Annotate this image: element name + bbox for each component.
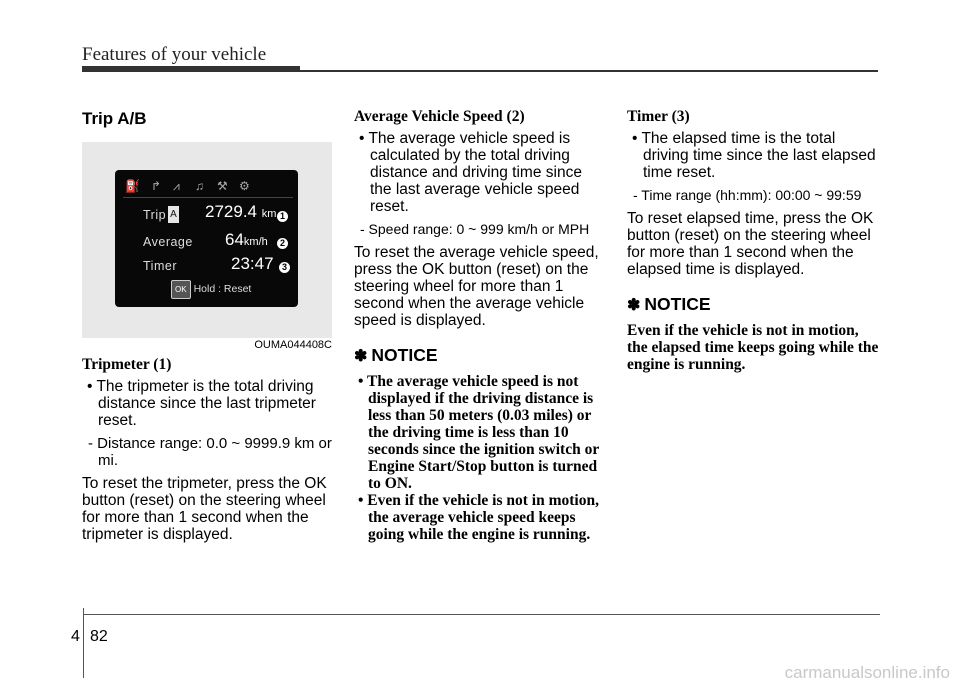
chapter-number: 4 <box>71 628 80 645</box>
turn-arrow-icon: ↱ <box>151 179 162 193</box>
cluster-display <box>115 170 298 307</box>
page-number: 82 <box>90 628 108 645</box>
notice-heading-timer: ✽ NOTICE <box>627 294 711 314</box>
sub-distance-range: - Distance range: 0.0 ~ 9999.9 km or mi. <box>88 435 332 469</box>
road-icon: ⩘ <box>173 179 180 193</box>
para-reset-average-speed: To reset the average vehicle speed, press the OK button (reset) on the steering wheel for more than 1 second when the average vehicle speed is displayed. <box>354 244 599 329</box>
timer-label: Timer <box>143 259 177 273</box>
trip-label: Trip A <box>143 208 178 222</box>
ok-badge: OK <box>171 280 191 299</box>
average-value: 64km/h <box>225 230 268 249</box>
trip-badge: A <box>168 206 179 223</box>
gear-icon: ⚙ <box>239 179 250 193</box>
trip-value: 2729.4 km <box>205 202 277 221</box>
figure-caption: OUMA044408C <box>254 339 332 351</box>
bullet-average-speed: • The average vehicle speed is calculated by the total driving distance and driving time since the last average vehicle speed reset. <box>359 130 582 215</box>
header-rule-thick <box>82 66 300 72</box>
para-reset-timer: To reset elapsed time, press the OK button (reset) on the steering wheel for more than 1 second when the elapsed time is displayed. <box>627 210 874 278</box>
marker-1: 1 <box>277 211 288 222</box>
bullet-timer: • The elapsed time is the total driving time since the last elapsed time reset. <box>632 130 876 181</box>
notice-heading-average: ✽ NOTICE <box>354 345 438 365</box>
bullet-tripmeter: • The tripmeter is the total driving distance since the last tripmeter reset. <box>87 378 316 429</box>
column-1 <box>82 108 334 549</box>
subheading-average-speed: Average Vehicle Speed (2) <box>354 108 525 125</box>
sub-time-range: - Time range (hh:mm): 00:00 ~ 99:59 <box>633 187 862 203</box>
para-reset-tripmeter: To reset the tripmeter, press the OK button (reset) on the steering wheel for more than 1 second when the tripmeter is displayed. <box>82 475 327 543</box>
header-rule-thin <box>300 70 878 72</box>
footer-rule-vertical <box>83 608 84 678</box>
notice-body-average <box>354 373 606 543</box>
notice-bullet-1: • The average vehicle speed is not displayed if the driving distance is less than 50 meters (0.03 miles) or the driving time is less than 10 seconds since the ignition switch or Engine Start/Stop button is turned to ON. <box>358 373 599 492</box>
marker-3: 3 <box>279 262 290 273</box>
footer-rule-horizontal <box>83 614 880 615</box>
wrench-icon: ⚒ <box>217 179 228 193</box>
section-heading-trip: Trip A/B <box>82 109 147 128</box>
sub-speed-range: - Speed range: 0 ~ 999 km/h or MPH <box>360 221 590 237</box>
cluster-figure <box>82 142 332 351</box>
timer-value: 23:47 <box>231 254 274 273</box>
notice-bullet-2: • Even if the vehicle is not in motion, the average vehicle speed keeps going while the engine is running. <box>358 492 599 543</box>
subheading-tripmeter: Tripmeter (1) <box>82 356 172 373</box>
fuel-pump-icon: ⛽ <box>125 179 140 193</box>
marker-2: 2 <box>277 238 288 249</box>
notice-star-icon: ✽ <box>627 297 641 314</box>
ok-hold-reset: OK Hold : Reset <box>171 280 251 299</box>
mode-icon-row <box>123 178 293 196</box>
watermark: carmanualsonline.info <box>784 663 950 682</box>
page-header-title: Features of your vehicle <box>82 44 267 65</box>
column-3 <box>627 108 880 373</box>
subheading-timer: Timer (3) <box>627 108 690 125</box>
average-label: Average <box>143 235 193 249</box>
music-icon: ♫ <box>195 179 204 193</box>
notice-body-timer: Even if the vehicle is not in motion, the elapsed time keeps going while the engine is running. <box>627 322 879 373</box>
column-2 <box>354 108 606 543</box>
icon-row-underline <box>123 197 293 198</box>
notice-star-icon: ✽ <box>354 348 368 365</box>
